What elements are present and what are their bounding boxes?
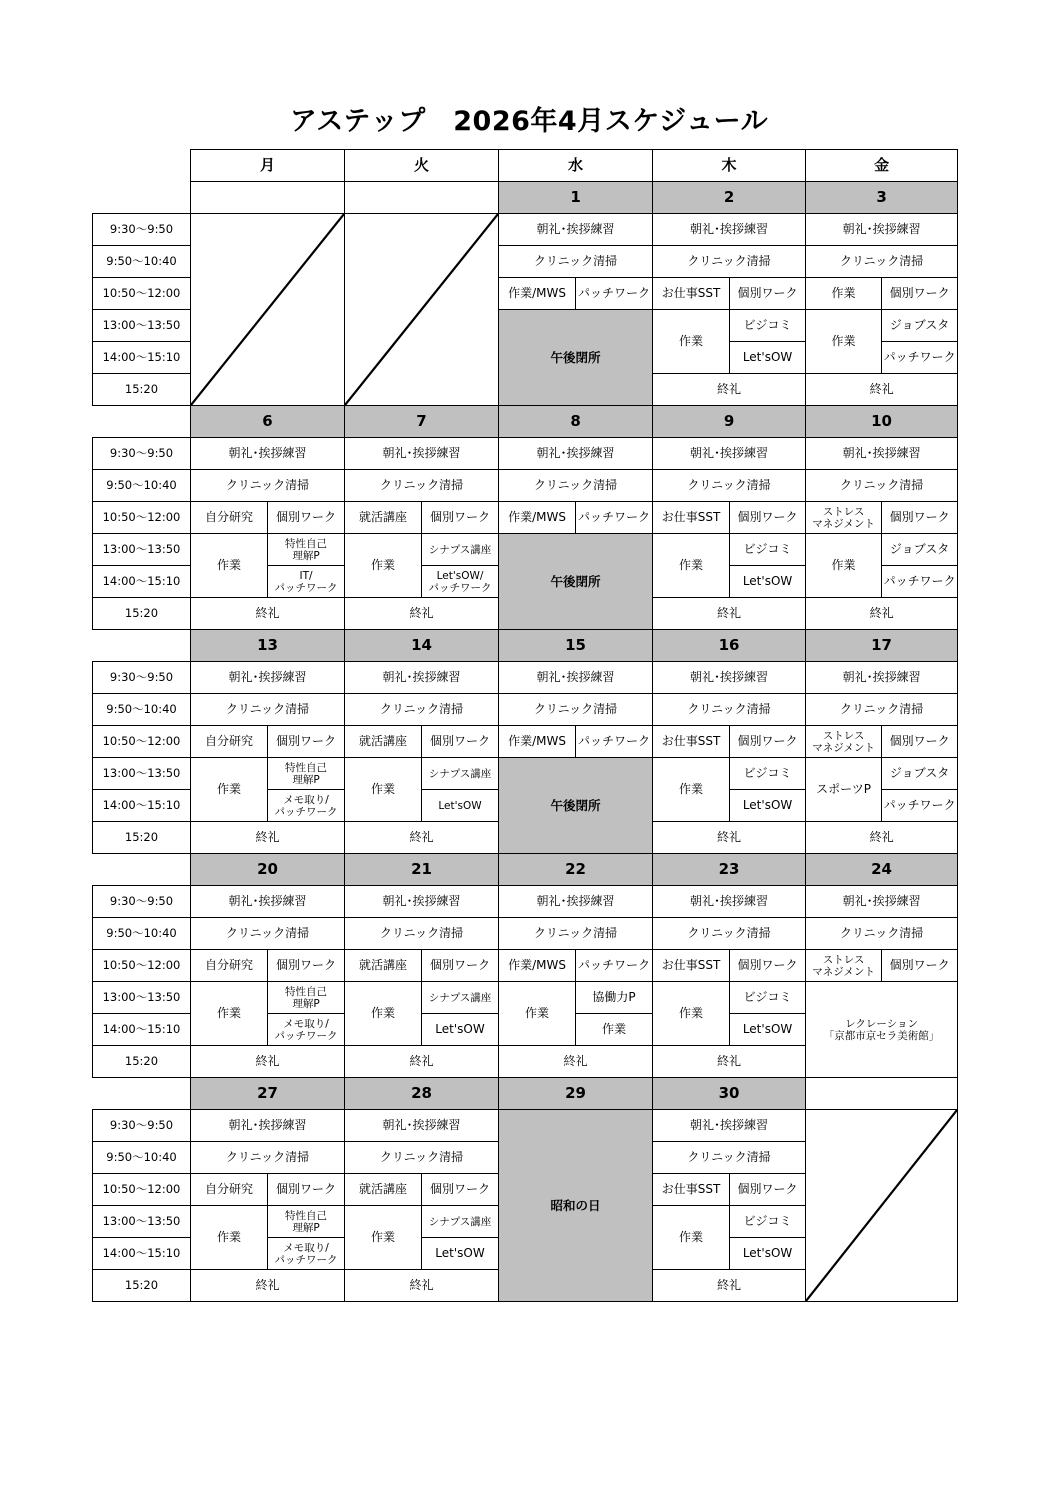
activity-cleaning: クリニック清掃: [191, 694, 345, 726]
activity-closing: 終礼: [653, 374, 806, 406]
time-slot: 13:00～13:50: [93, 534, 191, 566]
time-slot: 9:50～10:40: [93, 1142, 191, 1174]
activity-closing: 終礼: [191, 1046, 345, 1078]
activity: 個別ワーク: [268, 1174, 345, 1206]
day-number: 1: [499, 182, 653, 214]
activity: 個別ワーク: [422, 1174, 499, 1206]
activity-morning: 朝礼･挨拶練習: [653, 214, 806, 246]
activity: 個別ワーク: [268, 950, 345, 982]
activity-morning: 朝礼･挨拶練習: [345, 438, 499, 470]
page-title: アステップ 2026年4月スケジュール: [289, 106, 769, 137]
activity: シナプス講座: [422, 534, 499, 566]
activity: 就活講座: [345, 502, 422, 534]
day-number: 6: [191, 406, 345, 438]
activity: 個別ワーク: [882, 726, 958, 758]
day-number: 21: [345, 854, 499, 886]
activity: ジョブスタ: [882, 310, 958, 342]
day-number: 16: [653, 630, 806, 662]
spacer: [93, 182, 191, 214]
time-slot: 14:00～15:10: [93, 566, 191, 598]
activity-cleaning: クリニック清掃: [653, 1142, 806, 1174]
time-slot: 10:50～12:00: [93, 502, 191, 534]
activity-closing: 終礼: [345, 1270, 499, 1302]
activity: シナプス講座: [422, 758, 499, 790]
activity-closing: 終礼: [653, 598, 806, 630]
activity-cleaning: クリニック清掃: [191, 1142, 345, 1174]
activity: 就活講座: [345, 1174, 422, 1206]
activity: ビジコミ: [730, 982, 806, 1014]
activity-morning: 朝礼･挨拶練習: [806, 438, 958, 470]
day-number: 14: [345, 630, 499, 662]
weekday-header: 金: [806, 150, 958, 182]
time-slot: 9:30～9:50: [93, 438, 191, 470]
activity-cleaning: クリニック清掃: [806, 694, 958, 726]
activity: ビジコミ: [730, 1206, 806, 1238]
activity: 個別ワーク: [422, 950, 499, 982]
activity: お仕事SST: [653, 502, 730, 534]
holiday-showa-day: 昭和の日: [499, 1110, 653, 1302]
day-number: 13: [191, 630, 345, 662]
time-slot: 14:00～15:10: [93, 790, 191, 822]
spacer: [93, 1078, 191, 1110]
activity-cleaning: クリニック清掃: [499, 246, 653, 278]
activity: 特性自己 理解P: [268, 1206, 345, 1238]
activity: 個別ワーク: [882, 278, 958, 310]
day-number: 2: [653, 182, 806, 214]
activity-morning: 朝礼･挨拶練習: [345, 1110, 499, 1142]
activity: 作業/MWS: [499, 950, 576, 982]
day-number: 7: [345, 406, 499, 438]
activity-cleaning: クリニック清掃: [345, 1142, 499, 1174]
time-slot: 15:20: [93, 822, 191, 854]
time-slot: 14:00～15:10: [93, 1238, 191, 1270]
day-number: [345, 182, 499, 214]
activity: 自分研究: [191, 726, 268, 758]
activity: 作業: [806, 278, 882, 310]
day-number: 24: [806, 854, 958, 886]
activity-closing: 終礼: [653, 822, 806, 854]
time-slot: 14:00～15:10: [93, 342, 191, 374]
activity: 自分研究: [191, 502, 268, 534]
activity: 自分研究: [191, 1174, 268, 1206]
time-slot: 13:00～13:50: [93, 310, 191, 342]
empty-day-fri: [806, 1110, 958, 1302]
activity: 作業: [345, 1206, 422, 1270]
activity: パッチワーク: [882, 790, 958, 822]
activity-recreation: レクレーション 「京都市京セラ美術館」: [806, 982, 958, 1078]
activity-morning: 朝礼･挨拶練習: [499, 214, 653, 246]
diagonal-strike: [806, 1110, 957, 1301]
activity-morning: 朝礼･挨拶練習: [345, 662, 499, 694]
activity: スポーツP: [806, 758, 882, 822]
activity: ストレス マネジメント: [806, 502, 882, 534]
activity: お仕事SST: [653, 950, 730, 982]
activity: 特性自己 理解P: [268, 982, 345, 1014]
activity: Let'sOW: [730, 1014, 806, 1046]
day-number: 3: [806, 182, 958, 214]
activity-closing: 終礼: [653, 1270, 806, 1302]
afternoon-closed: 午後閉所: [499, 310, 653, 406]
activity: 個別ワーク: [422, 502, 499, 534]
activity: 個別ワーク: [882, 950, 958, 982]
activity: 個別ワーク: [730, 950, 806, 982]
activity: 個別ワーク: [730, 726, 806, 758]
spacer: [93, 630, 191, 662]
activity: 自分研究: [191, 950, 268, 982]
day-number: 8: [499, 406, 653, 438]
activity: Let'sOW: [422, 1238, 499, 1270]
time-slot: 13:00～13:50: [93, 1206, 191, 1238]
activity-cleaning: クリニック清掃: [499, 694, 653, 726]
activity: お仕事SST: [653, 278, 730, 310]
activity-morning: 朝礼･挨拶練習: [653, 662, 806, 694]
day-number: 28: [345, 1078, 499, 1110]
day-number: 22: [499, 854, 653, 886]
activity: シナプス講座: [422, 982, 499, 1014]
activity: 作業: [345, 758, 422, 822]
activity-morning: 朝礼･挨拶練習: [191, 438, 345, 470]
activity: 作業: [191, 982, 268, 1046]
day-number: 20: [191, 854, 345, 886]
activity: パッチワーク: [576, 950, 653, 982]
time-slot: 9:30～9:50: [93, 1110, 191, 1142]
activity: 作業/MWS: [499, 278, 576, 310]
time-slot: 9:50～10:40: [93, 470, 191, 502]
activity: 作業: [499, 982, 576, 1046]
time-slot: 15:20: [93, 598, 191, 630]
activity: パッチワーク: [576, 278, 653, 310]
time-slot: 13:00～13:50: [93, 758, 191, 790]
activity: Let'sOW: [730, 342, 806, 374]
activity: 作業: [653, 534, 730, 598]
activity: 作業: [653, 310, 730, 374]
time-slot: 13:00～13:50: [93, 982, 191, 1014]
activity: 作業: [806, 310, 882, 374]
corner-blank: [93, 150, 191, 182]
day-number: 29: [499, 1078, 653, 1110]
activity: お仕事SST: [653, 726, 730, 758]
activity: ジョブスタ: [882, 758, 958, 790]
activity: お仕事SST: [653, 1174, 730, 1206]
activity-cleaning: クリニック清掃: [806, 918, 958, 950]
activity-closing: 終礼: [191, 822, 345, 854]
time-slot: 10:50～12:00: [93, 726, 191, 758]
day-number: 10: [806, 406, 958, 438]
time-slot: 9:50～10:40: [93, 694, 191, 726]
time-slot: 14:00～15:10: [93, 1014, 191, 1046]
activity-closing: 終礼: [345, 1046, 499, 1078]
activity: 作業: [191, 534, 268, 598]
activity-closing: 終礼: [191, 1270, 345, 1302]
diagonal-strike: [345, 214, 498, 405]
schedule-table: [92, 149, 958, 1302]
activity: 作業: [576, 1014, 653, 1046]
activity-cleaning: クリニック清掃: [191, 470, 345, 502]
activity-morning: 朝礼･挨拶練習: [806, 662, 958, 694]
activity: メモ取り/ パッチワーク: [268, 790, 345, 822]
day-number: 30: [653, 1078, 806, 1110]
time-slot: 15:20: [93, 1270, 191, 1302]
activity-cleaning: クリニック清掃: [653, 470, 806, 502]
time-slot: 10:50～12:00: [93, 950, 191, 982]
day-number: 23: [653, 854, 806, 886]
activity: Let'sOW: [730, 566, 806, 598]
activity: 作業: [191, 758, 268, 822]
activity-closing: 終礼: [345, 598, 499, 630]
activity: 作業: [345, 534, 422, 598]
activity: パッチワーク: [882, 342, 958, 374]
activity-morning: 朝礼･挨拶練習: [191, 886, 345, 918]
weekday-header: 火: [345, 150, 499, 182]
time-slot: 15:20: [93, 374, 191, 406]
activity: 作業: [653, 1206, 730, 1270]
activity: 個別ワーク: [268, 502, 345, 534]
activity-cleaning: クリニック清掃: [806, 470, 958, 502]
activity-cleaning: クリニック清掃: [499, 918, 653, 950]
time-slot: 15:20: [93, 1046, 191, 1078]
time-slot: 10:50～12:00: [93, 278, 191, 310]
activity-cleaning: クリニック清掃: [345, 470, 499, 502]
activity-morning: 朝礼･挨拶練習: [499, 886, 653, 918]
activity-morning: 朝礼･挨拶練習: [499, 438, 653, 470]
time-slot: 9:30～9:50: [93, 662, 191, 694]
diagonal-strike: [191, 214, 344, 405]
weekday-header: 木: [653, 150, 806, 182]
activity-cleaning: クリニック清掃: [653, 918, 806, 950]
activity-cleaning: クリニック清掃: [653, 694, 806, 726]
activity: 作業: [653, 758, 730, 822]
activity-morning: 朝礼･挨拶練習: [653, 886, 806, 918]
activity-closing: 終礼: [499, 1046, 653, 1078]
weekday-header: 月: [191, 150, 345, 182]
activity: 作業: [806, 534, 882, 598]
activity: 個別ワーク: [882, 502, 958, 534]
activity: 特性自己 理解P: [268, 534, 345, 566]
activity: 作業: [191, 1206, 268, 1270]
afternoon-closed: 午後閉所: [499, 758, 653, 854]
activity-cleaning: クリニック清掃: [191, 918, 345, 950]
activity-cleaning: クリニック清掃: [345, 694, 499, 726]
activity-closing: 終礼: [653, 1046, 806, 1078]
activity-closing: 終礼: [806, 822, 958, 854]
activity: 特性自己 理解P: [268, 758, 345, 790]
activity: ビジコミ: [730, 534, 806, 566]
activity-closing: 終礼: [806, 598, 958, 630]
activity: 個別ワーク: [730, 502, 806, 534]
activity-morning: 朝礼･挨拶練習: [499, 662, 653, 694]
activity-cleaning: クリニック清掃: [345, 918, 499, 950]
activity-morning: 朝礼･挨拶練習: [653, 1110, 806, 1142]
spacer: [93, 854, 191, 886]
activity-morning: 朝礼･挨拶練習: [191, 1110, 345, 1142]
activity-morning: 朝礼･挨拶練習: [191, 662, 345, 694]
activity: ストレス マネジメント: [806, 950, 882, 982]
empty-day-tue: [345, 214, 499, 406]
activity-cleaning: クリニック清掃: [806, 246, 958, 278]
activity-morning: 朝礼･挨拶練習: [345, 886, 499, 918]
activity: Let'sOW: [730, 1238, 806, 1270]
activity: Let'sOW: [422, 790, 499, 822]
day-number: 27: [191, 1078, 345, 1110]
activity-cleaning: クリニック清掃: [653, 246, 806, 278]
weekday-header: 水: [499, 150, 653, 182]
activity: ジョブスタ: [882, 534, 958, 566]
activity-closing: 終礼: [345, 822, 499, 854]
activity: 個別ワーク: [730, 278, 806, 310]
day-number: [191, 182, 345, 214]
activity: パッチワーク: [882, 566, 958, 598]
activity: 個別ワーク: [422, 726, 499, 758]
activity: ビジコミ: [730, 310, 806, 342]
activity: IT/ パッチワーク: [268, 566, 345, 598]
activity: Let'sOW: [730, 790, 806, 822]
activity: シナプス講座: [422, 1206, 499, 1238]
activity: 協働力P: [576, 982, 653, 1014]
activity: メモ取り/ パッチワーク: [268, 1014, 345, 1046]
activity-cleaning: クリニック清掃: [499, 470, 653, 502]
day-number: 9: [653, 406, 806, 438]
activity-morning: 朝礼･挨拶練習: [653, 438, 806, 470]
time-slot: 9:50～10:40: [93, 918, 191, 950]
day-empty: [806, 1078, 958, 1110]
activity-closing: 終礼: [806, 374, 958, 406]
activity: パッチワーク: [576, 502, 653, 534]
activity: 作業: [653, 982, 730, 1046]
time-slot: 9:30～9:50: [93, 214, 191, 246]
activity: メモ取り/ パッチワーク: [268, 1238, 345, 1270]
activity: 就活講座: [345, 726, 422, 758]
day-number: 17: [806, 630, 958, 662]
time-slot: 10:50～12:00: [93, 1174, 191, 1206]
empty-day-mon: [191, 214, 345, 406]
activity: Let'sOW: [422, 1014, 499, 1046]
day-number: 15: [499, 630, 653, 662]
activity-morning: 朝礼･挨拶練習: [806, 886, 958, 918]
activity-closing: 終礼: [191, 598, 345, 630]
time-slot: 9:50～10:40: [93, 246, 191, 278]
activity: 作業/MWS: [499, 726, 576, 758]
activity: 個別ワーク: [268, 726, 345, 758]
activity: ストレス マネジメント: [806, 726, 882, 758]
activity: 就活講座: [345, 950, 422, 982]
time-slot: 9:30～9:50: [93, 886, 191, 918]
spacer: [93, 406, 191, 438]
activity: 個別ワーク: [730, 1174, 806, 1206]
activity: パッチワーク: [576, 726, 653, 758]
activity: 作業/MWS: [499, 502, 576, 534]
activity: ビジコミ: [730, 758, 806, 790]
activity-morning: 朝礼･挨拶練習: [806, 214, 958, 246]
afternoon-closed: 午後閉所: [499, 534, 653, 630]
activity: Let'sOW/ パッチワーク: [422, 566, 499, 598]
activity: 作業: [345, 982, 422, 1046]
